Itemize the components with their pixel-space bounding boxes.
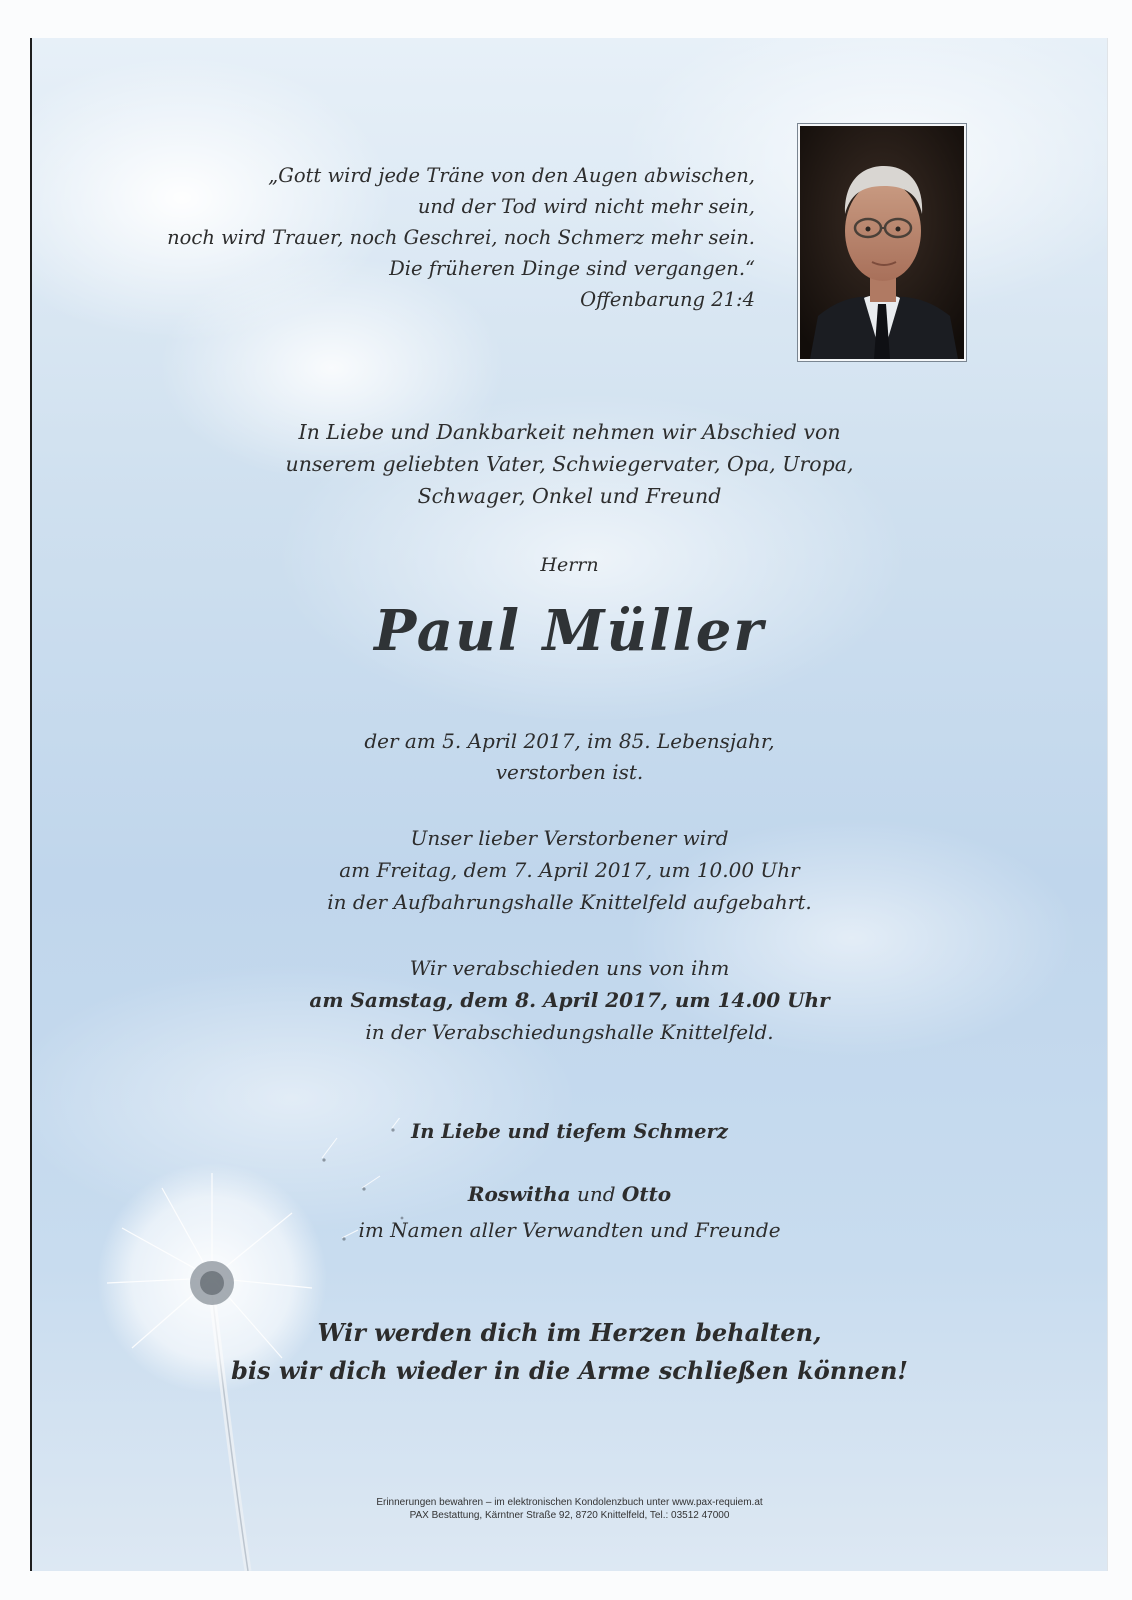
mourner-names [32, 1176, 1107, 1212]
deceased-portrait-photo [798, 124, 966, 361]
closing-line: Wir werden dich im Herzen behalten, [317, 1318, 822, 1347]
viewing-details [32, 822, 1107, 918]
quote-line: und der Tod wird nicht mehr sein, [417, 195, 755, 218]
footer [32, 1496, 1107, 1522]
deceased-name: Paul Müller [374, 598, 765, 664]
footer-condolence-line: Erinnerungen bewahren – im elektronischen Kondolenzbuch unter www.pax-requiem.at [376, 1497, 763, 1508]
mourner-connector: und [576, 1182, 616, 1206]
footer-address-line: PAX Bestattung, Kärntner Straße 92, 8720 Knittelfeld, Tel.: 03512 47000 [409, 1510, 730, 1521]
intro-line: Schwager, Onkel und Freund [417, 484, 722, 508]
intro-line: unserem geliebten Vater, Schwiegervater, Opa, Uropa, [285, 452, 854, 476]
salutation: Herrn [540, 554, 599, 576]
quote-source: Offenbarung 21:4 [580, 288, 755, 311]
viewing-line: Unser lieber Verstorbener wird [410, 826, 729, 850]
closing-verse [32, 1314, 1107, 1390]
death-date-text [32, 726, 1107, 788]
viewing-line: in der Aufbahrungshalle Knittelfeld aufgebahrt. [327, 890, 812, 914]
quote-line: Die früheren Dinge sind vergangen.“ [389, 257, 755, 280]
farewell-intro [32, 416, 1107, 512]
relatives-line: im Namen aller Verwandten und Freunde [358, 1218, 781, 1242]
bible-quote [167, 160, 755, 315]
farewell-location-line: in der Verabschiedungshalle Knittelfeld. [365, 1020, 774, 1044]
death-line: der am 5. April 2017, im 85. Lebensjahr, [364, 729, 775, 753]
mourner-name-1: Roswitha [467, 1182, 571, 1206]
mourner-name-2: Otto [621, 1182, 672, 1206]
funeral-service-details [32, 952, 1107, 1048]
closing-line: bis wir dich wieder in die Arme schließen können! [231, 1356, 908, 1385]
death-line: verstorben ist. [495, 760, 644, 784]
mourners [32, 1176, 1107, 1248]
viewing-line: am Freitag, dem 7. April 2017, um 10.00 Uhr [339, 858, 800, 882]
farewell-line: Wir verabschieden uns von ihm [409, 956, 730, 980]
farewell-date-line: am Samstag, dem 8. April 2017, um 14.00 Uhr [309, 988, 830, 1012]
intro-line: In Liebe und Dankbarkeit nehmen wir Abschied von [298, 420, 841, 444]
mourning-heading: In Liebe und tiefem Schmerz [411, 1120, 728, 1143]
quote-line: „Gott wird jede Träne von den Augen abwischen, [268, 164, 755, 187]
obituary-notice [30, 38, 1108, 1571]
quote-line: noch wird Trauer, noch Geschrei, noch Schmerz mehr sein. [167, 226, 755, 249]
